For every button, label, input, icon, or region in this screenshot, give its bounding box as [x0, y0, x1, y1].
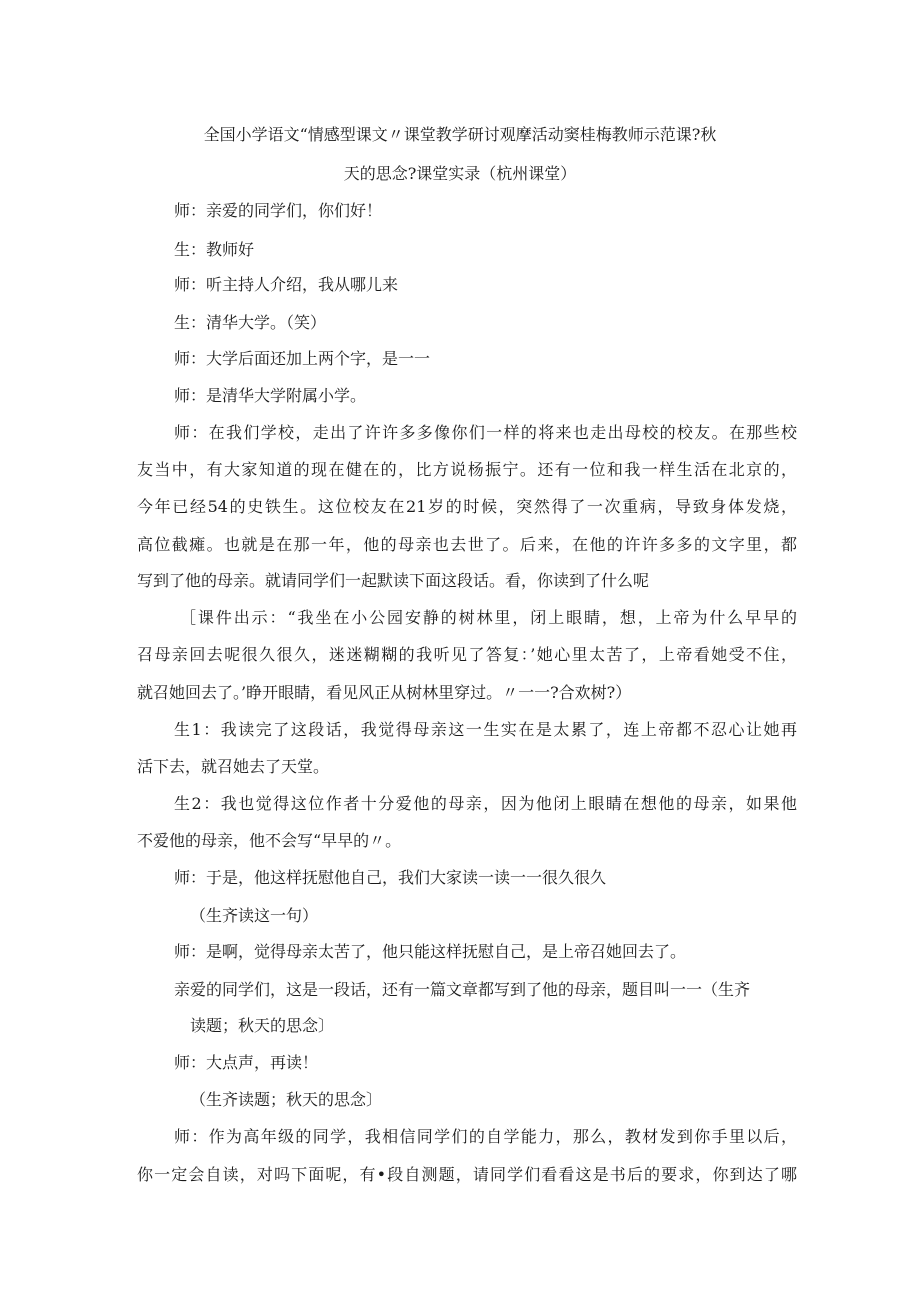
dialogue-line: 师：大点声，再读！: [174, 1053, 319, 1072]
document-title-line-2: 天的思念?课堂实录（杭州课堂）: [343, 164, 577, 183]
dialogue-line: 师：听主持人介绍，我从哪儿来: [174, 275, 399, 294]
dialogue-line: 生：清华大学。（笑）: [174, 313, 327, 332]
document-title-line-1: 全国小学语文“情感型课文〃课堂教学研讨观摩活动窦桂梅教师示范课?秋: [203, 125, 717, 144]
dialogue-line: 生1：我读完了这段话，我觉得母亲这一生实在是太累了，连上帝都不忍心让她再: [174, 720, 797, 739]
quote-line: 召母亲回去呢很久很久，迷迷糊糊的我听见了答复：’她心里太苦了，上帝看她受不住，: [137, 645, 797, 664]
dialogue-line: 生2：我也觉得这位作者十分爱他的母亲，因为他闭上眼睛在想他的母亲，如果他: [174, 794, 797, 813]
dialogue-line: 亲爱的同学们，这是一段话，还有一篇文章都写到了他的母亲，题目叫一一（生齐: [174, 980, 751, 999]
dialogue-line: 不爱他的母亲，他不会写“早早的〃。: [137, 831, 402, 850]
dialogue-line: 师：是清华大学附属小学。: [174, 386, 367, 405]
dialogue-line: 你一定会自读，对吗下面呢，有•段自测题，请同学们看看这是书后的要求，你到达了哪: [137, 1165, 797, 1184]
stage-direction: （生齐读这一句）: [190, 906, 319, 925]
quote-line: 就召她回去了。’睁开眼睛，看见风正从树林里穿过。〃一一?合欢树?）: [137, 683, 632, 702]
dialogue-line: 师：作为高年级的同学，我相信同学们的自学能力，那么，教材发到你手里以后，: [174, 1127, 797, 1146]
paragraph-line: 高位截瘫。也就是在那一年，他的母亲也去世了。后来，在他的许许多多的文字里，都: [137, 535, 797, 554]
dialogue-line: 读题；秋天的思念〕: [190, 1016, 335, 1035]
paragraph-line: 友当中，有大家知道的现在健在的，比方说杨振宁。还有一位和我一样生活在北京的，: [137, 460, 797, 479]
stage-direction: （生齐读题；秋天的思念〕: [190, 1090, 383, 1109]
dialogue-line: 师：亲爱的同学们，你们好！: [174, 201, 383, 220]
quote-line: ［课件出示：“我坐在小公园安静的树林里，闭上眼睛，想，上帝为什么早早的: [180, 608, 797, 627]
dialogue-line: 生：教师好: [174, 240, 255, 259]
dialogue-line: 师：于是，他这样抚慰他自己，我们大家读一读一一很久很久: [174, 868, 607, 887]
dialogue-line: 师：是啊，觉得母亲太苦了，他只能这样抚慰自己，是上帝召她回去了。: [174, 942, 687, 961]
dialogue-line: 活下去，就召她去了天堂。: [137, 757, 330, 776]
dialogue-line: 师：大学后面还加上两个字，是一一: [174, 349, 431, 368]
paragraph-line: 师：在我们学校，走出了许许多多像你们一样的将来也走出母校的校友。在那些校: [174, 423, 797, 442]
paragraph-line: 今年已经54的史铁生。这位校友在21岁的时候，突然得了一次重病，导致身体发烧，: [137, 497, 797, 516]
paragraph-line: 写到了他的母亲。就请同学们一起默读下面这段话。看，你读到了什么呢: [137, 571, 650, 590]
